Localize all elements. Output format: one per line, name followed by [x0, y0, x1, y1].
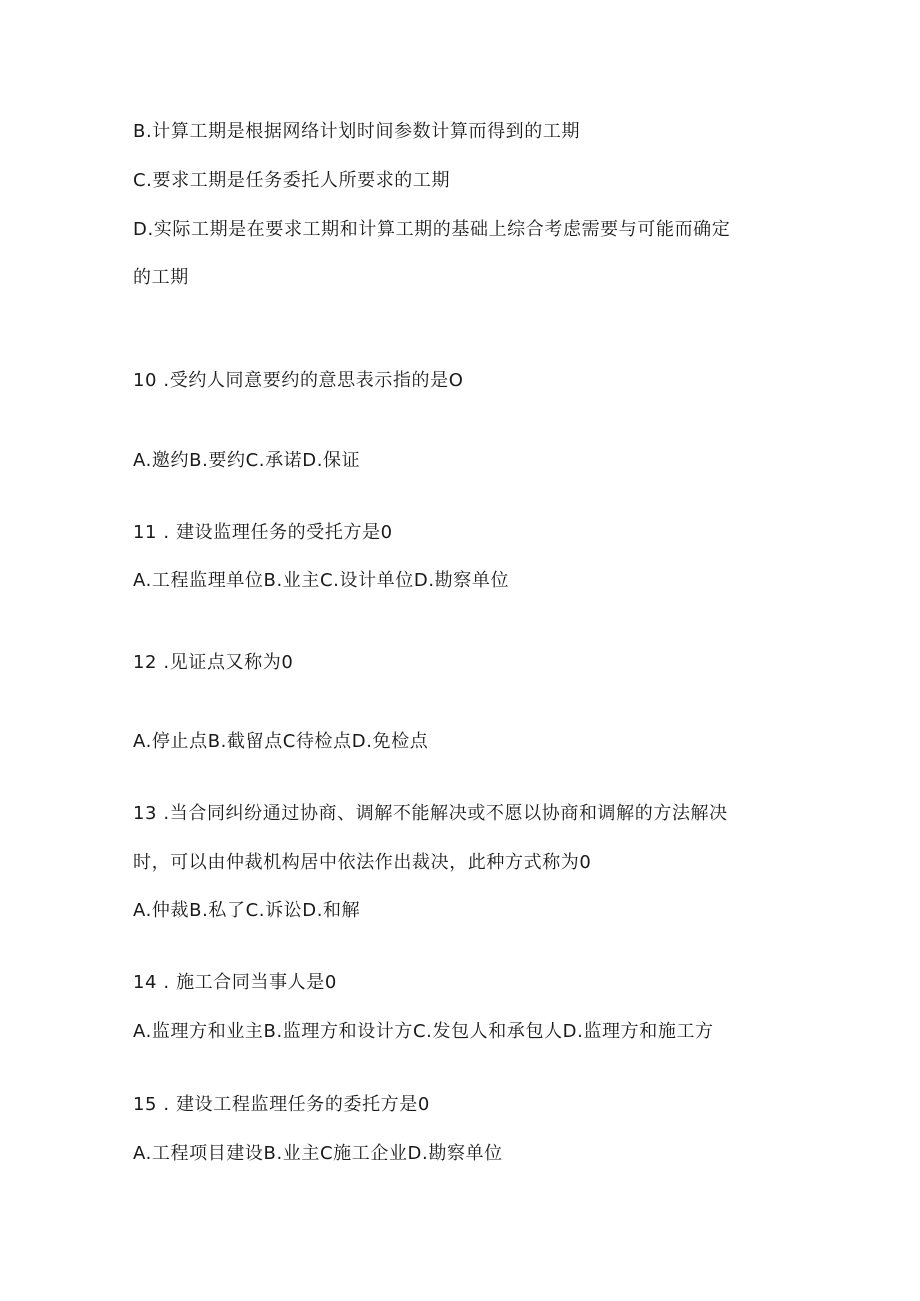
- question-13-continuation: 时，可以由仲裁机构居中依法作出裁决，此种方式称为0: [133, 852, 592, 873]
- question-11-options: A.工程监理单位B.业主C.设计单位D.勘察单位: [133, 570, 510, 591]
- option-b-line: B.计算工期是根据网络计划时间参数计算而得到的工期: [133, 121, 581, 142]
- question-13-options: A.仲裁B.私了C.诉讼D.和解: [133, 900, 361, 921]
- question-10-options: A.邀约B.要约C.承诺D.保证: [133, 450, 361, 471]
- question-14: 14 . 施工合同当事人是0: [133, 972, 337, 993]
- option-d-line: D.实际工期是在要求工期和计算工期的基础上综合考虑需要与可能而确定: [133, 219, 731, 240]
- question-12-options: A.停止点B.截留点C待检点D.免检点: [133, 731, 429, 752]
- question-10: 10 .受约人同意要约的意思表示指的是O: [133, 370, 464, 391]
- question-12: 12 .见证点又称为0: [133, 652, 294, 673]
- question-14-options: A.监理方和业主B.监理方和设计方C.发包人和承包人D.监理方和施工方: [133, 1021, 714, 1042]
- question-13: 13 .当合同纠纷通过协商、调解不能解决或不愿以协商和调解的方法解决: [133, 803, 728, 824]
- question-11: 11 . 建设监理任务的受托方是0: [133, 522, 393, 543]
- question-15: 15 . 建设工程监理任务的委托方是0: [133, 1094, 430, 1115]
- option-d-continuation: 的工期: [133, 267, 189, 288]
- question-15-options: A.工程项目建设B.业主C施工企业D.勘察单位: [133, 1143, 503, 1164]
- option-c-line: C.要求工期是任务委托人所要求的工期: [133, 170, 451, 191]
